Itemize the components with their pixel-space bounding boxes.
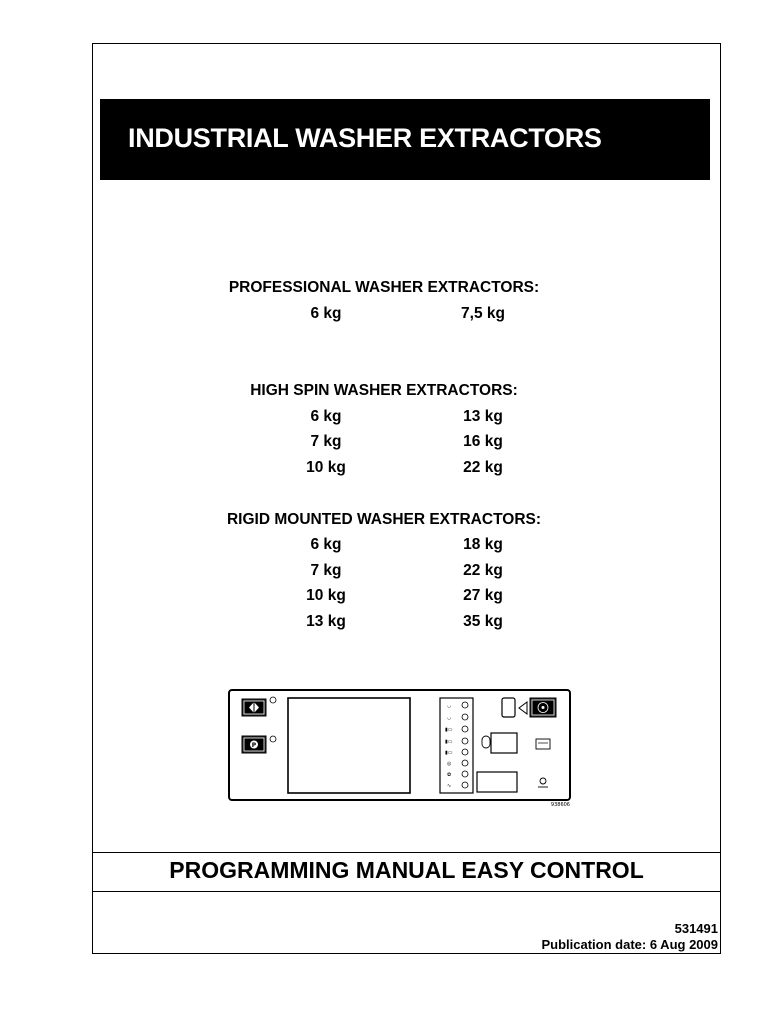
capacity-cell: 6 kg [310,536,342,553]
small-display [491,733,517,753]
capacity-cell: 13 kg [463,408,503,425]
capacity-cell: 7 kg [310,562,342,579]
indicator-column [440,698,473,793]
program-button-icon [242,736,266,753]
coin-icon [536,739,550,749]
control-panel-illustration [228,688,574,806]
publication-date: Publication date: 6 Aug 2009 [541,937,718,952]
section-title-high-spin: HIGH SPIN WASHER EXTRACTORS: [250,382,518,399]
status-indicator [482,736,490,748]
svg-text:▮▭: ▮▭ [445,750,453,756]
capacity-cell: 27 kg [463,587,503,604]
divider-top [92,852,721,853]
capacity-cell: 16 kg [463,433,503,450]
section-title-professional: PROFESSIONAL WASHER EXTRACTORS: [228,279,540,296]
start-button-icon [242,699,266,716]
capacity-cell: 6 kg [310,408,342,425]
capacity-cell: 10 kg [306,459,346,476]
capacity-cell: 22 kg [463,459,503,476]
svg-text:▮▭: ▮▭ [445,739,453,745]
door-button [502,698,515,717]
indicator-symbols [445,703,453,789]
svg-text:✿: ✿ [447,772,452,778]
document-number: 531491 [674,921,718,936]
svg-text:∿: ∿ [447,783,452,789]
capacity-cell: 35 kg [463,613,503,630]
capacity-cell: 7,5 kg [461,305,505,322]
figure-code: 938606 [550,802,570,806]
service-icon [538,778,548,787]
capacity-cell: 10 kg [306,587,346,604]
svg-text:P: P [251,742,257,749]
svg-text:◡: ◡ [447,715,452,721]
capacity-cell: 22 kg [463,562,503,579]
display-screen [288,698,410,793]
svg-text:◎: ◎ [447,761,452,767]
capacity-cell: 18 kg [463,536,503,553]
capacity-cell: 6 kg [310,305,342,322]
svg-text:◡: ◡ [447,703,452,709]
temperature-button-icon [530,698,556,717]
capacity-cell: 7 kg [310,433,342,450]
section-title-rigid-mounted: RIGID MOUNTED WASHER EXTRACTORS: [226,511,542,528]
svg-text:▮▭: ▮▭ [445,727,453,733]
price-display [477,772,517,792]
divider-bottom [92,891,721,892]
indicator-leds [462,702,468,788]
document-title: INDUSTRIAL WASHER EXTRACTORS [128,123,602,153]
capacity-cell: 13 kg [306,613,346,630]
manual-title: PROGRAMMING MANUAL EASY CONTROL [169,857,644,883]
title-banner [100,99,710,180]
